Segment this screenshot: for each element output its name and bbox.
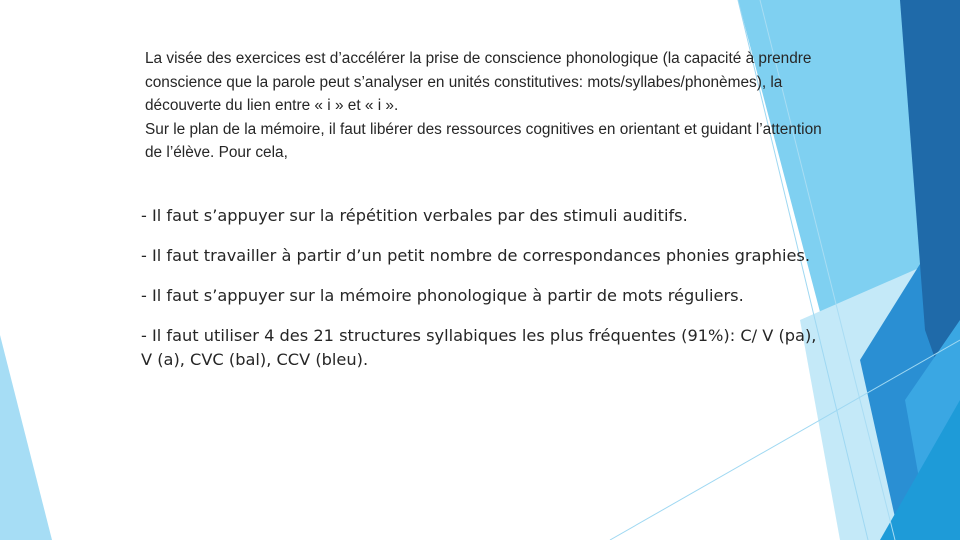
bullet-item: - Il faut travailler à partir d’un petit nombre de correspondances phonies graphies. [141,246,811,265]
bullet-item: - Il faut utiliser 4 des 21 structures syllabiques les plus fréquentes (91%): C/ V (pa), V (a), CVC (bal), CCV (bleu). [141,326,817,369]
bullet-item: - Il faut s’appuyer sur la répétition verbales par des stimuli auditifs. [141,206,688,225]
left-facet-shape [0,335,52,540]
bullet-item: - Il faut s’appuyer sur la mémoire phonologique à partir de mots réguliers. [141,286,744,305]
intro-line-2: Sur le plan de la mémoire, il faut libérer des ressources cognitives en orientant et guidant l’attention de l’élève. Pour cela, [145,120,822,161]
intro-paragraph [145,47,835,165]
intro-line-1: La visée des exercices est d’accélérer la prise de conscience phonologique (la capacité à prendre conscience que la parole peut s’analyser en unités constitutives: mots/syllabes/phonèmes), la découverte du lien entre « i » et « i ». [145,50,812,114]
bullet-list [141,204,821,388]
